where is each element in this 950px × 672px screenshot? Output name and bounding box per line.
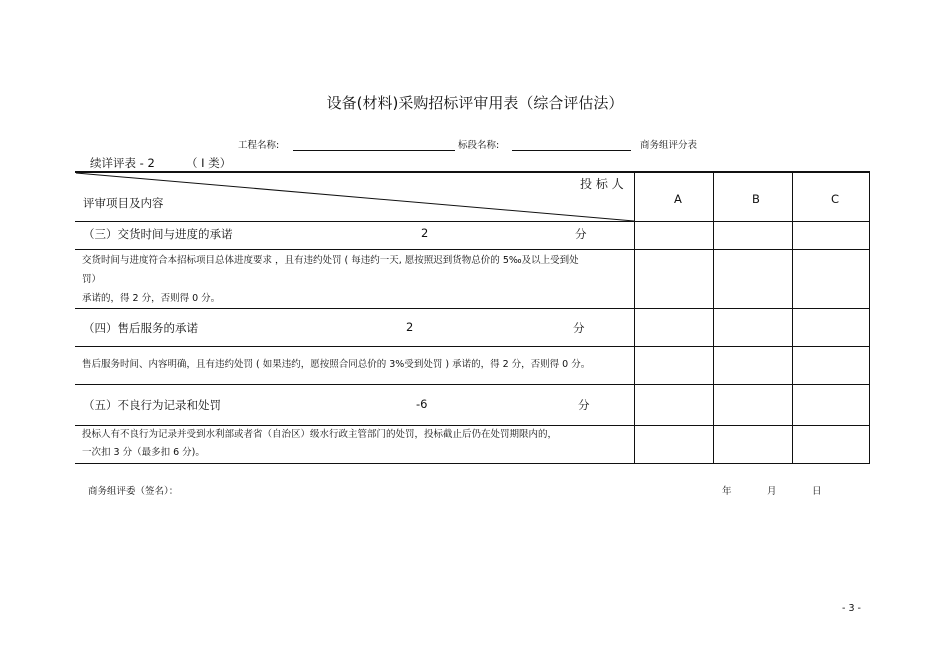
table-name: 商务组评分表: [640, 140, 698, 151]
bidder-a-header: A: [674, 192, 682, 206]
section-description: 交货时间与进度符合本招标项目总体进度要求 ，且有违约处罚 ( 每违约一天, 愿按照迟到货物总价的 5‰及以上受到处: [82, 255, 579, 266]
section-title: （五）不良行为记录和处罚: [83, 398, 221, 412]
date-year-label: 年: [722, 486, 732, 497]
date-month-label: 月: [767, 486, 777, 497]
bidder-header: 投 标 人: [580, 177, 624, 191]
section-unit: 分: [578, 398, 590, 412]
section-unit: 分: [573, 321, 585, 335]
page-number: - 3 -: [842, 603, 861, 614]
section-score: 2: [406, 320, 414, 334]
section-description: 罚）: [82, 274, 102, 285]
page-title: 设备(材料)采购招标评审用表（综合评估法）: [326, 94, 624, 112]
signature-label: 商务组评委（签名）：: [88, 486, 179, 497]
bidder-c-header: C: [831, 192, 840, 206]
section-description: 投标人有不良行为记录并受到水利部或者省（自治区）级水行政主管部门的处罚，投标截止后仍在处罚期限内的，: [82, 429, 558, 440]
project-name-label: 工程名称:: [238, 140, 280, 151]
section-title: （四）售后服务的承诺: [83, 321, 198, 335]
section-description: 承诺的，得 2 分，否则得 0 分。: [82, 293, 221, 304]
section-description: 售后服务时间、内容明确，且有违约处罚 ( 如果违约，愿按照合同总价的 3%受到处罚 ) 承诺的，得 2 分，否则得 0 分。: [82, 359, 591, 370]
date-day-label: 日: [812, 486, 822, 497]
item-header: 评审项目及内容: [83, 196, 164, 210]
section-name-label: 标段名称:: [458, 140, 500, 151]
section-score: 2: [421, 226, 429, 240]
section-score: -6: [416, 397, 428, 411]
section-description: 一次扣 3 分（最多扣 6 分)。: [82, 447, 205, 458]
bidder-b-header: B: [752, 192, 760, 206]
section-unit: 分: [575, 227, 587, 241]
continuation-category: （ I 类）: [186, 156, 232, 170]
continuation-label: 续详评表 - 2: [90, 156, 155, 170]
section-title: （三）交货时间与进度的承诺: [83, 227, 233, 241]
